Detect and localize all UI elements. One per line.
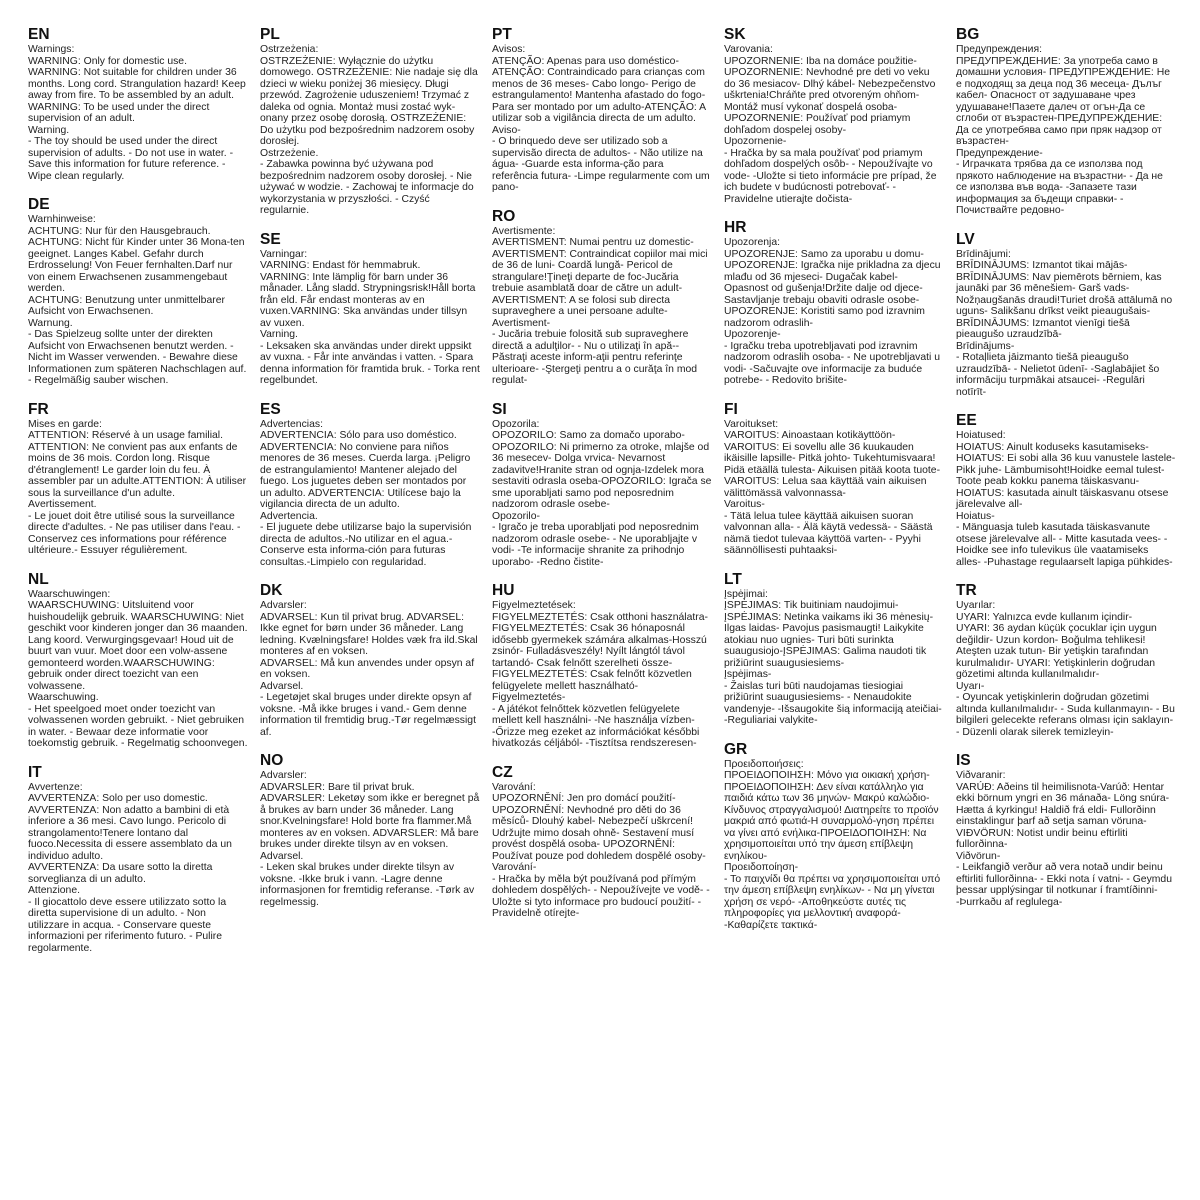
language-code: SK (724, 26, 746, 43)
warning-block-cz (492, 764, 712, 920)
warning-text: Προειδοποιήσεις: ΠΡΟΕΙΔΟΠΟΙΗΣΗ: Μόνο για οικιακή χρήση-ΠΡΟΕΙΔΟΠΟΙΗΣΗ: Δεν είναι κατάλληλο για παιδιά κάτω των 36 μηνών- Μακρύ καλώδιο- Κίνδυνος στραγγαλισμού! Διατηρείτε το προϊόν μακριά από φωτιά-Η συναρμολό-γηση πρέπει να γίνει από ενήλικα-ΠΡΟΕΙΔΟΠΟΙΗΣΗ: Να χρησιμοποιείται υπό την άμεση επίβλεψη ενηλίκου- Προειδοποίηση- - Το παιχνίδι θα πρέπει να χρησιμοποιείται υπό την άμεση επίβλεψη ενηλίκων- - Να μη γίνεται χρήση σε νερό- -Αποθηκεύστε αυτές τις πληροφορίες για μελλοντική αναφορά- -Καθαρίζετε τακτικά- (724, 758, 941, 931)
warning-block-is (956, 752, 1176, 908)
warning-text: Figyelmeztetések: FIGYELMEZTETÉS: Csak otthoni használatra-FIGYELMEZTETÉS: Csak 36 hónaposnál idősebb gyermekek számára alkalmas-Hosszú zsinór- Fulladásveszély! Nyílt lángtól távol tartandó- Csak felnőtt szerelheti össze-FIGYELMEZTETÉS: Csak felnőtt közvetlen felügyelete mellett használható- Figyelmeztetés- - A játékot felnőttek közvetlen felügyelete mellett kell használni- -Ne használja vízben- -Őrizze meg ezeket az információkat későbbi hivatkozás céljából- -Tisztítsa rendszeresen- (492, 600, 708, 749)
warning-block-dk (260, 582, 480, 738)
warning-block-ro (492, 208, 712, 387)
warning-text: Avvertenze: AVVERTENZA: Solo per uso domestic. AVVERTENZA: Non adatto a bambini di età inferiore a 36 mesi. Cavo lungo. Pericolo di strangolamento!Tenere lontano dal fuoco.Necessita di essere assemblato da un individuo adulto. AVVERTENZA: Da usare sotto la diretta sorveglianza di un adulto. Attenzione. - Il giocattolo deve essere utilizzato sotto la diretta supervisione di un adulto. - Non utilizzare in acqua. - Conservare queste informazioni per riferimento futuro. - Pulire regolarmente. (28, 781, 232, 954)
warning-block-pl (260, 26, 480, 217)
warning-block-si (492, 401, 712, 569)
warning-block-pt (492, 26, 712, 194)
language-code: PT (492, 26, 512, 43)
warning-text: Waarschuwingen: WAARSCHUWING: Uitsluitend voor huishoudelijk gebruik. WAARSCHUWING: Niet geschikt voor kinderen jonger dan 36 maanden. Lang koord. Verwurgingsgevaar! Houd uit de buurt van vuur. Moet door een volw-assene gemonteerd worden.WAARSCHUWING: gebruik onder direct toezicht van een volwassene. Waarschuwing. - Het speelgoed moet onder toezicht van volwassenen worden gebruikt. - Niet gebruiken in water. - Bewaar deze informatie voor toekomstig gebruik. - Regelmatig schoonvegen. (28, 588, 248, 749)
warning-block-no (260, 752, 480, 908)
warning-block-fi (724, 401, 944, 557)
warning-text: Warnings: WARNING: Only for domestic use. WARNING: Not suitable for children under 36 months. Long cord. Strangulation hazard! Keep away from fire. To be assembled by an adult. WARNING: To be used under the direct supervision of an adult. Warning. - The toy should be used under the direct supervision of adults. - Do not use in water. - Save this information for future reference. - Wipe clean regularly. (28, 44, 246, 182)
warning-block-hr (724, 219, 944, 387)
warning-text: Ostrzeżenia: OSTRZEŻENIE: Wyłącznie do użytku domowego. OSTRZEŻENIE: Nie nadaje się dla dzieci w wieku poniżej 36 miesięcy. Długi przewód. Zagrożenie uduszeniem! Trzymać z daleka od ognia. Montaż musi zostać wyk-onany przez osobę dorosłą. OSTRZEŻENIE: Do użytku pod bezpośrednim nadzorem osoby dorosłej. Ostrzeżenie. - Zabawka powinna być używana pod bezpośrednim nadzorem osoby dorosłej. - Nie używać w wodzie. - Zachowaj te informacje do wykorzystania w przyszłości. - Czyść regularnie. (260, 44, 478, 216)
warning-block-fr (28, 401, 248, 557)
warning-block-en (28, 26, 248, 182)
language-code: DK (260, 582, 283, 599)
warning-text: Avisos: ATENÇÃO: Apenas para uso doméstico- ATENÇÃO: Contraindicado para crianças com menos de 36 meses- Cabo longo- Perigo de estrangulamento! Mantenha afastado do fogo- Para ser montado por um adulto-ATENÇÃO: A utilizar sob a vigilância directa de um adulto. Aviso- - O brinquedo deve ser utilizado sob a supervisão directa de adultos- - Não utilize na água- -Guarde esta informa-ção para referência futura- -Limpe regularmente com um pano- (492, 44, 710, 193)
warning-text: Warnhinweise: ACHTUNG: Nur für den Hausgebrauch. ACHTUNG: Nicht für Kinder unter 36 Mona-ten geeignet. Langes Kabel. Gefahr durch Erdrosselung! Von Feuer fernhalten.Darf nur von einem Erwachsenen zusammengebaut werden. ACHTUNG: Benutzung unter unmittelbarer Aufsicht von Erwachsenen. Warnung. - Das Spielzeug sollte unter der direkten Aufsicht von Erwachsenen benutzt werden. - Nicht im Wasser verwenden. - Bewahre diese Informationen zum späteren Nachschlagen auf. - Regelmäßig sauber wischen. (28, 214, 247, 386)
language-code: NL (28, 570, 49, 588)
warning-text: Varovania: UPOZORNENIE: Iba na domáce použitie- UPOZORNENIE: Nevhodné pre deti vo veku do 36 mesiacov- Dlhý kábel- Nebezpečenstvo uškrtenia!Chráňte pred otvoreným ohňom- Montáž musí vykonať dospelá osoba- UPOZORNENIE: Používať pod priamym dohľadom dospelej osoby- Upozornenie- - Hračka by sa mala používať pod priamym dohľadom dospelých osôb- - Nepoužívajte vo vode- -Uložte si tieto informácie pre prípad, že ich budete v budúcnosti potrebovať- -Pravidelne utierajte dočista- (724, 44, 937, 205)
warning-block-de (28, 196, 248, 387)
warning-block-tr (956, 582, 1176, 738)
warning-text: Advarsler: ADVARSLER: Bare til privat bruk. ADVARSLER: Leketøy som ikke er beregnet på å brukes av barn under 36 måneder. Lang snor.Kvelningsfare! Hold borte fra flammer.Må monteres av en voksen. ADVARSLER: Må bare brukes under direkte tilsyn av en voksen. Advarsel. - Leken skal brukes under direkte tilsyn av voksne. -Ikke bruk i vann. -Lagre denne informasjonen for fremtidig referanse. -Tørk av regelmessig. (260, 770, 480, 908)
language-code: TR (956, 582, 977, 599)
warning-block-nl (28, 571, 248, 750)
language-code: RO (492, 207, 516, 225)
language-code: SI (492, 400, 507, 418)
language-code: IT (28, 763, 42, 781)
warning-text: Uyarılar: UYARI: Yalnızca evde kullanım içindir- UYARI: 36 aydan küçük çocuklar için uygun değildir- Uzun kordon- Boğulma tehlikesi! Ateşten uzak tutun- Bir yetişkin tarafından kurulmalıdır- UYARI: Yetişkinlerin doğrudan gözetimi altında kullanılmalıdır- Uyarı- - Oyuncak yetişkinlerin doğrudan gözetimi altında kullanılmalıdır- - Suda kullanmayın- - Bu bilgileri gelecekte referans olması için saklayın- - Düzenli olarak silerek temizleyin- (956, 600, 1175, 738)
language-code: EE (956, 412, 977, 429)
warning-block-it (28, 764, 248, 955)
warning-text: Įspėjimai: ĮSPĖJIMAS: Tik buitiniam naudojimui- ĮSPĖJIMAS: Netinka vaikams iki 36 mėnesių- Ilgas laidas- Pavojus pasismaugti! Laikykite atokiau nuo ugnies- Turi būti surinkta suaugusiojo-ĮSPĖJIMAS: Galima naudoti tik prižiūrint suaugusiesiems- Įspėjimas- - Žaislas turi būti naudojamas tiesiogiai prižiūrint suaugusiesiems- - Nenaudokite vandenyje- -Išsaugokite šią informaciją ateičiai- -Reguliariai valykite- (724, 588, 942, 726)
warning-text: Advertencias: ADVERTENCIA: Sólo para uso doméstico. ADVERTENCIA: No conviene para niños menores de 36 meses. Cuerda larga. ¡Peligro de estrangulamiento! Mantener alejado del fuego. Los juguetes deben ser montados por un adulto. ADVERTENCIA: Utilícese bajo la vigilancia directa de un adulto. Advertencia. - El juguete debe utilizarse bajo la supervisión directa de adultos.-No utilizar en el agua.-Conserve esta informa-ción para futuras consultas.-Limpielo con regularidad. (260, 418, 472, 568)
warning-block-lt (724, 571, 944, 727)
language-code: NO (260, 752, 284, 769)
warning-text: Opozorila: OPOZORILO: Samo za domačo uporabo- OPOZORILO: Ni primerno za otroke, mlajše od 36 mesecev- Dolga vrvica- Nevarnost zadavitve!Hranite stran od ognja-Izdelek mora sestaviti odrasla oseba-OPOZORILO: Igrača se sme uporabljati samo pod neposrednim nadzorom odrasle osebe- Opozorilo- - Igračo je treba uporabljati pod neposrednim nadzorom odrasle osebe- - Ne uporabljajte v vodi- -Te informacije shranite za prihodnjo uporabo- -Redno čistite- (492, 418, 712, 568)
language-code: LT (724, 570, 742, 588)
warning-text: Varoitukset: VAROITUS: Ainoastaan kotikäyttöön- VAROITUS: Ei sovellu alle 36 kuukauden ikäisille lapsille- Pitkä johto- Tukehtumisvaara! Pidä etäällä tulesta- Aikuisen pitää koota tuote-VAROITUS: Lelua saa käyttää vain aikuisen välittömässä valvonnassa- Varoitus- - Tätä lelua tulee käyttää aikuisen suoran valvonnan alla- - Älä käytä vedessä- - Säästä nämä tiedot tulevaa käyttöä varten- - Pyyhi säännöllisesti puhtaaksi- (724, 418, 941, 556)
warning-block-es (260, 401, 480, 569)
language-code: ES (260, 400, 281, 418)
warning-block-hu (492, 582, 712, 750)
warning-block-sk (724, 26, 944, 205)
warning-block-gr (724, 741, 944, 932)
language-code: HU (492, 582, 515, 599)
language-code: IS (956, 752, 971, 769)
language-code: GR (724, 740, 748, 758)
warning-text: Viðvaranir: VARÚÐ: Aðeins til heimilisnota-Varúð: Hentar ekki börnum yngri en 36 mánaða- Löng snúra- Hætta á kyrkingu! Haldið frá eldi- Fullorðinn einstaklingur þarf að setja saman vöruna- VIÐVÖRUN: Notist undir beinu eftirliti fullorðinna- Viðvörun- - Leikfangið verður að vera notað undir beinu eftirliti fullorðinna- - Ekki nota í vatni- - Geymdu þessar upplýsingar til notkunar í framtíðinni- -Þurrkaðu af reglulega- (956, 770, 1172, 908)
warning-block-bg (956, 26, 1176, 217)
warning-block-se (260, 231, 480, 387)
warning-text: Mises en garde: ATTENTION: Réservé à un usage familial. ATTENTION: Ne convient pas aux enfants de moins de 36 mois. Cordon long. Risque d'étranglement! Le garder loin du feu. À assembler par un adulte.ATTENTION: À utiliser sous la surveillance d'un adulte. Avertissement. - Le jouet doit être utilisé sous la surveillance directe d'adultes. - Ne pas utiliser dans l'eau. - Conservez ces informations pour référence ultérieure.- Essuyer régulièrement. (28, 418, 247, 556)
warning-text: Advarsler: ADVARSEL: Kun til privat brug. ADVARSEL: Ikke egnet for børn under 36 måneder. Lang ledning. Kvælningsfare! Holdes væk fra ild.Skal monteres af en voksen. ADVARSEL: Må kun anvendes under opsyn af en voksen. Advarsel. - Legetøjet skal bruges under direkte opsyn af voksne. -Må ikke bruges i vand.- Gem denne information til fremtidig brug.-Tør regelmæssigt af. (260, 600, 478, 738)
warning-text: Varování: UPOZORNĚNÍ: Jen pro domácí použití- UPOZORNĚNÍ: Nevhodné pro děti do 36 měsíců- Dlouhý kabel- Nebezpečí uškrcení! Udržujte mimo dosah ohně- Sestavení musí provést dospělá osoba- UPOZORNĚNÍ: Používat pouze pod dohledem dospělé osoby- Varování- - Hračka by měla být používaná pod přímým dohledem dospělých- - Nepoužívejte ve vodě- -Uložte si tyto informace pro budoucí použití- -Pravidelně otírejte- (492, 781, 710, 919)
language-code: LV (956, 230, 975, 248)
text-column (956, 26, 1176, 1190)
warning-text: Varningar: VARNING: Endast för hemmabruk. VARNING: Inte lämplig för barn under 36 månader. Lång sladd. Strypningsrisk!Håll borta från eld. Får endast monteras av en vuxen.VARNING: Ska användas under tillsyn av vuxen. Varning. - Leksaken ska användas under direkt uppsikt av vuxna. - Får inte användas i vatten. - Spara denna information för framtida bruk. - Torka rent regelbundet. (260, 248, 480, 386)
warning-text: Avertismente: AVERTISMENT: Numai pentru uz domestic-AVERTISMENT: Contraindicat copiilor mai mici de 36 de luni- Coardă lungă- Pericol de strangulare!Ţineţi departe de foc-Jucăria trebuie asamblată doar de către un adult-AVERTISMENT: A se folosi sub directa supraveghere a unei persoane adulte- Avertisment- - Jucăria trebuie folosită sub supraveghere directă a adulţilor- - Nu o utilizaţi în apă--Păstraţi aceste inform-aţii pentru referinţe ulterioare- -Ştergeţi pentru a o curăţa în mod regulat- (492, 225, 708, 386)
language-code: BG (956, 26, 980, 43)
text-column (724, 26, 944, 1190)
warning-block-ee (956, 412, 1176, 568)
language-code: EN (28, 26, 50, 43)
language-code: FI (724, 400, 738, 418)
language-code: CZ (492, 763, 513, 781)
warning-text: Предупреждения: ПРЕДУПРЕЖДЕНИЕ: За употреба само в домашни условия- ПРЕДУПРЕЖДЕНИЕ: Не е подходящ за деца под 36 месеца- Дълъг кабел- Опасност от задушаване чрез удушаване!Пазете далеч от огън-Да се сглоби от възрастен-ПРЕДУПРЕЖДЕНИЕ: Да се употребява само при пряк надзор от възрастен- Предупреждение- - Играчката трябва да се използва под прякото наблюдение на възрастни- - Да не се използва във вода- -Запазете тази информация за бъдещи справки- - Почиствайте редовно- (956, 44, 1170, 216)
text-column (492, 26, 712, 1190)
warning-text: Brīdinājumi: BRĪDINĀJUMS: Izmantot tikai mājās- BRĪDINĀJUMS: Nav piemērots bērniem, kas jaunāki par 36 mēnešiem- Garš vads-Nožņaugšanās draudi!Turiet drošā attālumā no uguns- Salikšanu drīkst veikt pieaugušais-BRĪDINĀJUMS: Izmantot vienīgi tiešā pieaugušo uzraudzībā- Brīdinājums- - Rotaļlieta jāizmanto tiešā pieaugušo uzraudzībā- - Nelietot ūdenī- -Saglabājiet šo informāciju turpmākai atsaucei- -Regulāri notīrīt- (956, 248, 1173, 398)
language-code: PL (260, 26, 280, 43)
text-column (260, 26, 480, 1190)
language-code: HR (724, 219, 747, 236)
language-code: SE (260, 230, 281, 248)
warning-text: Hoiatused: HOIATUS: Ainult koduseks kasutamiseks- HOIATUS: Ei sobi alla 36 kuu vanustele lastele- Pikk juhe- Lämbumisoht!Hoidke eemal tulest-Toote peab kokku panema täiskasvanu-HOIATUS: kasutada ainult täiskasvanu otsese järelevalve all- Hoiatus- - Mänguasja tuleb kasutada täiskasvanute otsese järelevalve all- - Mitte kasutada vees- - Hoidke see info tulevikus üle vaatamiseks alles- -Puhastage regulaarselt lapiga pühkides- (956, 430, 1176, 568)
language-code: DE (28, 196, 50, 213)
warning-block-lv (956, 231, 1176, 399)
language-code: FR (28, 400, 49, 418)
warning-text: Upozorenja: UPOZORENJE: Samo za uporabu u domu- UPOZORENJE: Igračka nije prikladna za djecu mlađu od 36 mjeseci- Dugačak kabel- Opasnost od gušenja!Držite dalje od djece-Sastavljanje trebaju obaviti odrasle osobe-UPOZORENJE: Koristiti samo pod izravnim nadzorom odraslih- Upozorenje- - Igračku treba upotrebljavati pod izravnim nadzorom odraslih osoba- - Ne upotrebljavati u vodi- -Sačuvajte ove informacije za buduće potrebe- - Redovito brišite- (724, 237, 941, 386)
text-column (28, 26, 248, 1190)
